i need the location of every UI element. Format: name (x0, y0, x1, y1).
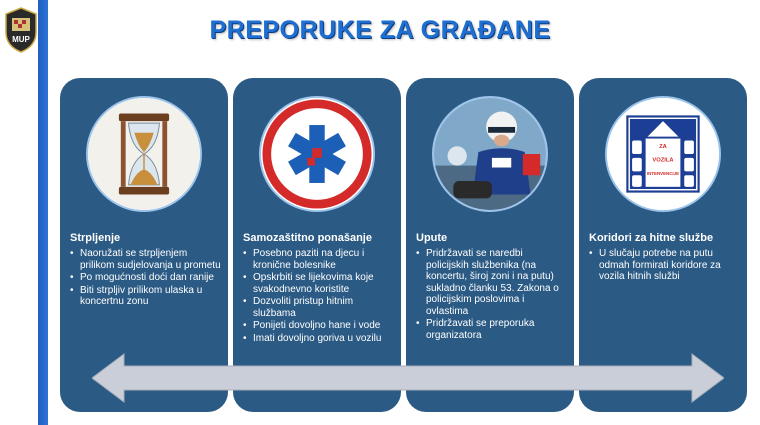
card-list (70, 248, 222, 309)
sign-text-2: VOZILA (652, 157, 674, 164)
list-item: • Pridržavati se preporuka organizatora (416, 318, 568, 341)
list-item: • Naoružati se strpljenjem prilikom sudjelovanja u prometu (70, 248, 222, 271)
card-image (605, 96, 721, 212)
left-panel (0, 0, 40, 425)
list-item: • Po mogućnosti doći dan ranije (70, 272, 222, 284)
logo-text: MUP (12, 35, 30, 44)
list-item: • U slučaju potrebe na putu odmah formirati koridore za vozila hitnih službi (589, 248, 741, 283)
list-item: • Dozvoliti pristup hitnim službama (243, 296, 395, 319)
card-image (432, 96, 548, 212)
sign-text-1: ZA (659, 144, 667, 151)
card-heading: Samozaštitno ponašanje (243, 232, 372, 244)
page-title: PREPORUKE ZA GRAĐANE (209, 16, 551, 44)
list-item: • Ponijeti dovoljno hane i vode (243, 320, 395, 332)
card-list (589, 248, 741, 284)
star-of-life-icon (261, 98, 373, 210)
list-item: • Biti strpljiv prilikom ulaska u koncertnu zonu (70, 285, 222, 308)
card-image (86, 96, 202, 212)
card-heading: Koridori za hitne službe (589, 232, 714, 244)
card-list (243, 248, 395, 345)
list-item: • Posebno paziti na djecu i kronične bolesnike (243, 248, 395, 271)
list-item: • Imati dovoljno goriva u vozilu (243, 333, 395, 345)
emergency-corridor-sign-icon (607, 98, 719, 210)
card-list (416, 248, 568, 342)
card-heading: Upute (416, 232, 448, 244)
sign-text-3: INTERVENCIJE (646, 171, 680, 177)
list-item: • Pridržavati se naredbi policijskih službenika (na koncertu, široj zoni i na putu) sukladno članku 53. Zakona o policijskim poslovima i ovlastima (416, 248, 568, 317)
hourglass-icon (88, 98, 200, 210)
double-arrow (92, 352, 724, 404)
left-accent-stripe (38, 0, 48, 425)
police-officer-icon (434, 98, 546, 210)
card-image (259, 96, 375, 212)
list-item: • Opskrbiti se lijekovima koje svakodnevno koristite (243, 272, 395, 295)
card-heading: Strpljenje (70, 232, 121, 244)
